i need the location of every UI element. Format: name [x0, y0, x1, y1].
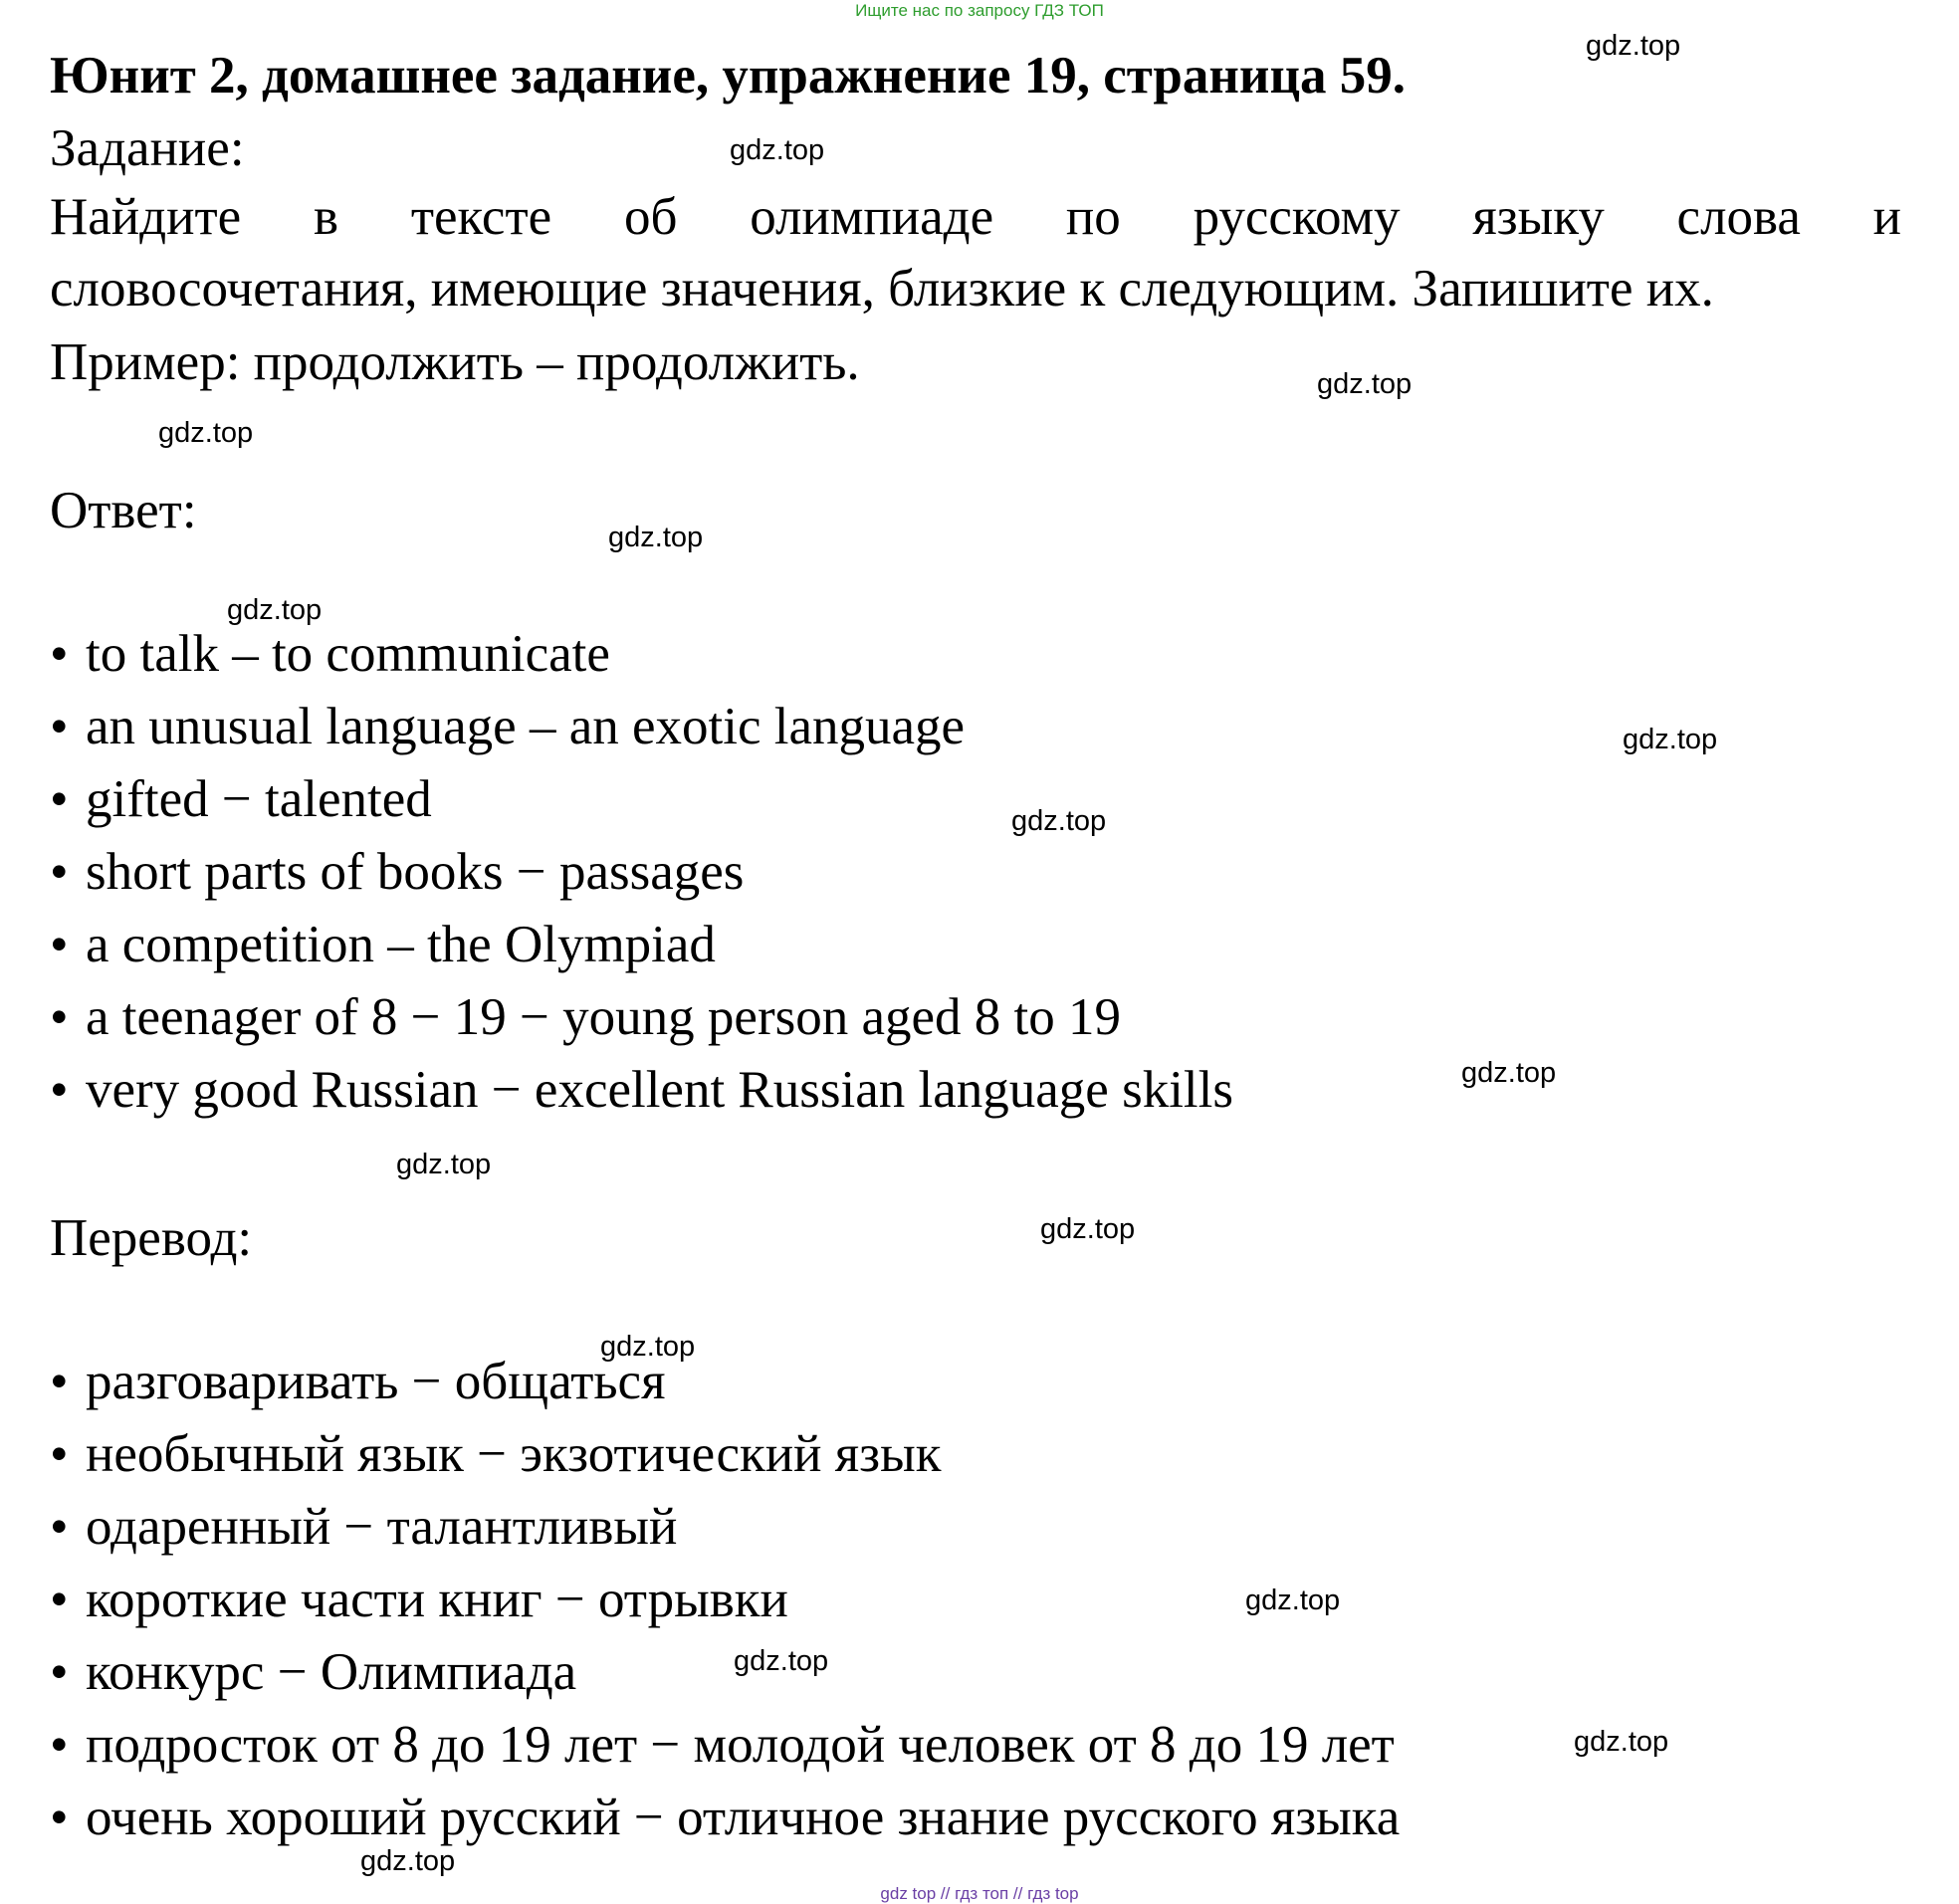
bullet-mark: • [50, 625, 69, 683]
translation-label: Перевод: [50, 1209, 253, 1267]
translation-item [50, 1640, 576, 1704]
task-word: олимпиаде [750, 188, 994, 246]
answer-item [50, 840, 744, 904]
watermark: gdz.top [158, 417, 254, 449]
watermark: gdz.top [360, 1845, 456, 1877]
watermark: gdz.top [1461, 1057, 1557, 1089]
top-banner: Ищите нас по запросу ГДЗ ТОП [855, 1, 1104, 20]
translation-item [50, 1422, 941, 1486]
translation-text: конкурс − Олимпиада [86, 1643, 577, 1701]
watermark: gdz.top [1623, 724, 1718, 755]
bullet-mark: • [50, 770, 69, 828]
task-word: языку [1472, 188, 1605, 246]
answer-item [50, 767, 432, 831]
bullet-mark: • [50, 1789, 69, 1846]
bullet-mark: • [50, 1425, 69, 1483]
watermark: gdz.top [1040, 1213, 1136, 1245]
task-word: и [1872, 188, 1902, 246]
watermark: gdz.top [734, 1645, 829, 1677]
translation-text: одаренный − талантливый [86, 1498, 678, 1556]
answer-text: an unusual language – an exotic language [86, 698, 966, 755]
watermark: gdz.top [1586, 30, 1681, 62]
translation-text: короткие части книг − отрывки [86, 1571, 788, 1628]
bullet-mark: • [50, 916, 69, 973]
task-word: тексте [410, 188, 552, 246]
task-word: в [313, 188, 339, 246]
task-word: по [1065, 188, 1121, 246]
watermark: gdz.top [1574, 1726, 1669, 1758]
task-word: русскому [1193, 188, 1401, 246]
watermark: gdz.top [1011, 805, 1107, 837]
page-title: Юнит 2, домашнее задание, упражнение 19, страница 59. [50, 47, 1407, 105]
answer-item [50, 913, 716, 976]
translation-item [50, 1350, 665, 1413]
answer-text: short parts of books − passages [86, 843, 745, 901]
translation-item [50, 1568, 788, 1631]
bullet-mark: • [50, 698, 69, 755]
task-word: слова [1676, 188, 1801, 246]
bullet-mark: • [50, 1643, 69, 1701]
answer-text: to talk – to communicate [86, 625, 610, 683]
watermark: gdz.top [600, 1331, 696, 1363]
watermark: gdz.top [608, 522, 704, 553]
bullet-mark: • [50, 843, 69, 901]
translation-item [50, 1495, 677, 1559]
bullet-mark: • [50, 1061, 69, 1119]
task-text-line-2: словосочетания, имеющие значения, близкие к следующим. Запишите их. [50, 260, 1714, 317]
answer-text: very good Russian − excellent Russian language skills [86, 1061, 1234, 1119]
translation-text: очень хороший русский − отличное знание русского языка [86, 1789, 1401, 1846]
task-word: Найдите [50, 188, 242, 246]
bullet-mark: • [50, 988, 69, 1046]
answer-item [50, 622, 610, 686]
translation-text: необычный язык − экзотический язык [86, 1425, 942, 1483]
translation-text: разговаривать − общаться [86, 1353, 666, 1410]
watermark: gdz.top [1317, 368, 1413, 400]
task-label: Задание: [50, 119, 245, 177]
bullet-mark: • [50, 1353, 69, 1410]
task-word: об [623, 188, 678, 246]
answer-label: Ответ: [50, 482, 197, 539]
watermark: gdz.top [396, 1149, 492, 1180]
answer-text: a teenager of 8 − 19 − young person aged 8 to 19 [86, 988, 1121, 1046]
answer-item [50, 985, 1121, 1049]
bullet-mark: • [50, 1571, 69, 1628]
translation-item [50, 1713, 1395, 1777]
translation-text: подросток от 8 до 19 лет − молодой человек от 8 до 19 лет [86, 1716, 1395, 1774]
watermark: gdz.top [730, 134, 825, 166]
bullet-mark: • [50, 1498, 69, 1556]
answer-text: gifted − talented [86, 770, 432, 828]
translation-item [50, 1786, 1400, 1849]
bullet-mark: • [50, 1716, 69, 1774]
watermark: gdz.top [1245, 1585, 1341, 1616]
bottom-banner: gdz top // гдз топ // гдз top [880, 1884, 1079, 1903]
answer-item [50, 1058, 1233, 1122]
task-example: Пример: продолжить – продолжить. [50, 333, 860, 391]
answer-text: a competition – the Olympiad [86, 916, 716, 973]
task-text-line-1 [50, 185, 1901, 249]
answer-item [50, 695, 965, 758]
watermark: gdz.top [227, 594, 323, 626]
